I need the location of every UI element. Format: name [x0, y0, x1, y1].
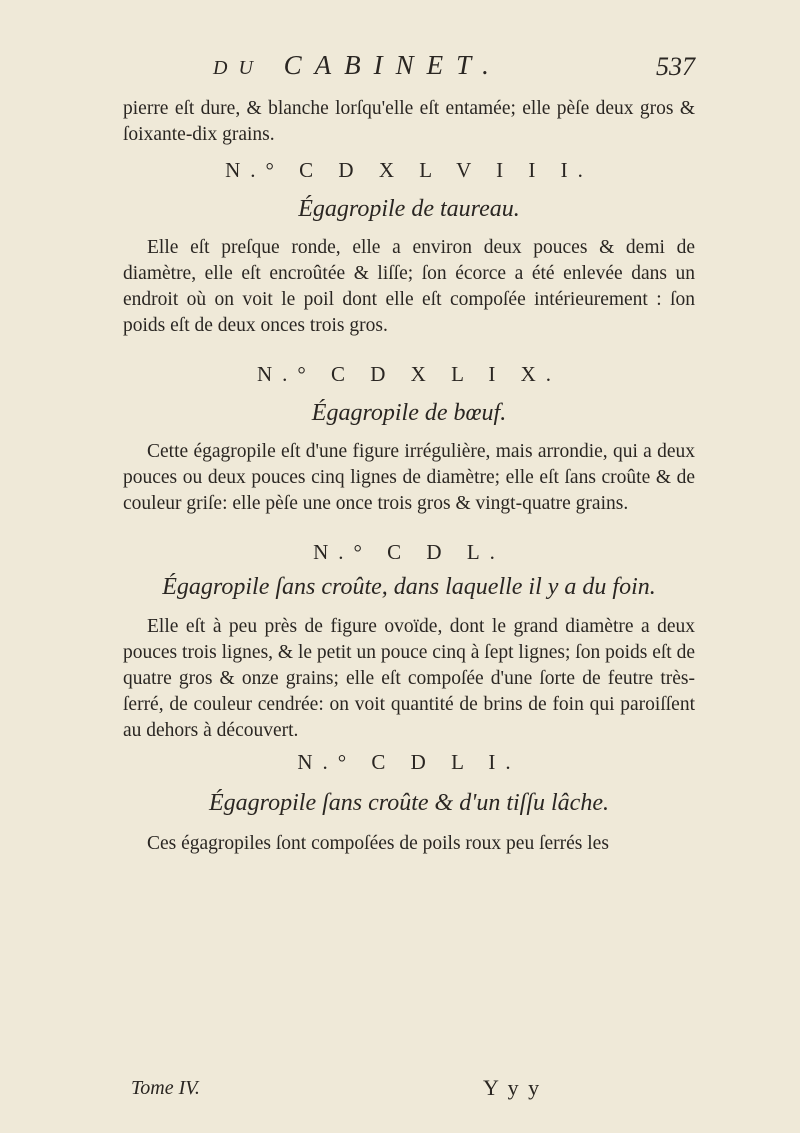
entry-block: [123, 158, 695, 183]
entry-number: N.° C D X L I X.: [256, 362, 562, 386]
entry-text: Ces égagropiles ſont compoſées de poils roux peu ſerrés les: [147, 833, 609, 854]
entry-text: Cette égagropile eſt d'une figure irrégulière, mais arrondie, qui a deux pouces ou deux pouces cinq lignes de diamètre; elle eſt ſans croûte & de couleur griſe: elle pèſe une once trois gros & vingt-quatre grains.: [123, 441, 695, 514]
entry-number: N.° C D X L V I I I.: [225, 158, 593, 182]
signature-mark: Y y y: [483, 1075, 542, 1100]
page-number: 537: [656, 52, 695, 81]
entry-text: Elle eſt preſque ronde, elle a environ deux pouces & demi de diamètre, elle eſt encroûtée & liſſe; ſon écorce a été enlevée dans un endroit où on voit le poil dont elle eſt compoſée intérieurement : ſon poids eſt de deux onces trois gros.: [123, 237, 695, 336]
entry-title-block: [123, 400, 695, 427]
intro-paragraph-block: [123, 96, 695, 148]
entry-block: [123, 540, 695, 565]
running-head-du: DU: [213, 57, 264, 79]
entry-title-block: [123, 574, 695, 601]
entry-title: Égagropile ſans croûte & d'un tiſſu lâche.: [209, 790, 609, 816]
entry-text-block: [123, 235, 695, 339]
entry-text-block: [123, 831, 695, 857]
page-footer: [123, 1077, 695, 1107]
entry-block: [123, 750, 695, 775]
entry-title: Égagropile ſans croûte, dans laquelle il y a du foin.: [162, 574, 656, 600]
tome-label: Tome IV.: [131, 1077, 200, 1099]
entry-title: Égagropile de bœuf.: [311, 400, 507, 426]
entry-block: [123, 362, 695, 387]
entry-text-block: [123, 614, 695, 744]
entry-title: Égagropile de taureau.: [298, 196, 520, 222]
running-head: [213, 50, 502, 81]
entry-title-block: [123, 196, 695, 223]
page-header: [123, 50, 695, 90]
running-head-title: CABINET.: [283, 50, 502, 80]
entry-number: N.° C D L.: [313, 540, 505, 564]
entry-number: N.° C D L I.: [297, 750, 521, 774]
intro-paragraph: pierre eſt dure, & blanche lorſqu'elle eſt entamée; elle pèſe deux gros & ſoixante-dix grains.: [123, 98, 695, 145]
entry-text-block: [123, 439, 695, 517]
entry-title-block: [123, 790, 695, 817]
entry-text: Elle eſt à peu près de figure ovoïde, dont le grand diamètre a deux pouces trois lignes, & le petit un pouce cinq à ſept lignes; ſon poids eſt de quatre gros & onze grains; elle eſt compoſée d'une ſorte de feutre très-ſerré, de couleur cendrée: on voit quantité de brins de foin qui paroiſſent au dehors à découvert.: [123, 616, 695, 741]
